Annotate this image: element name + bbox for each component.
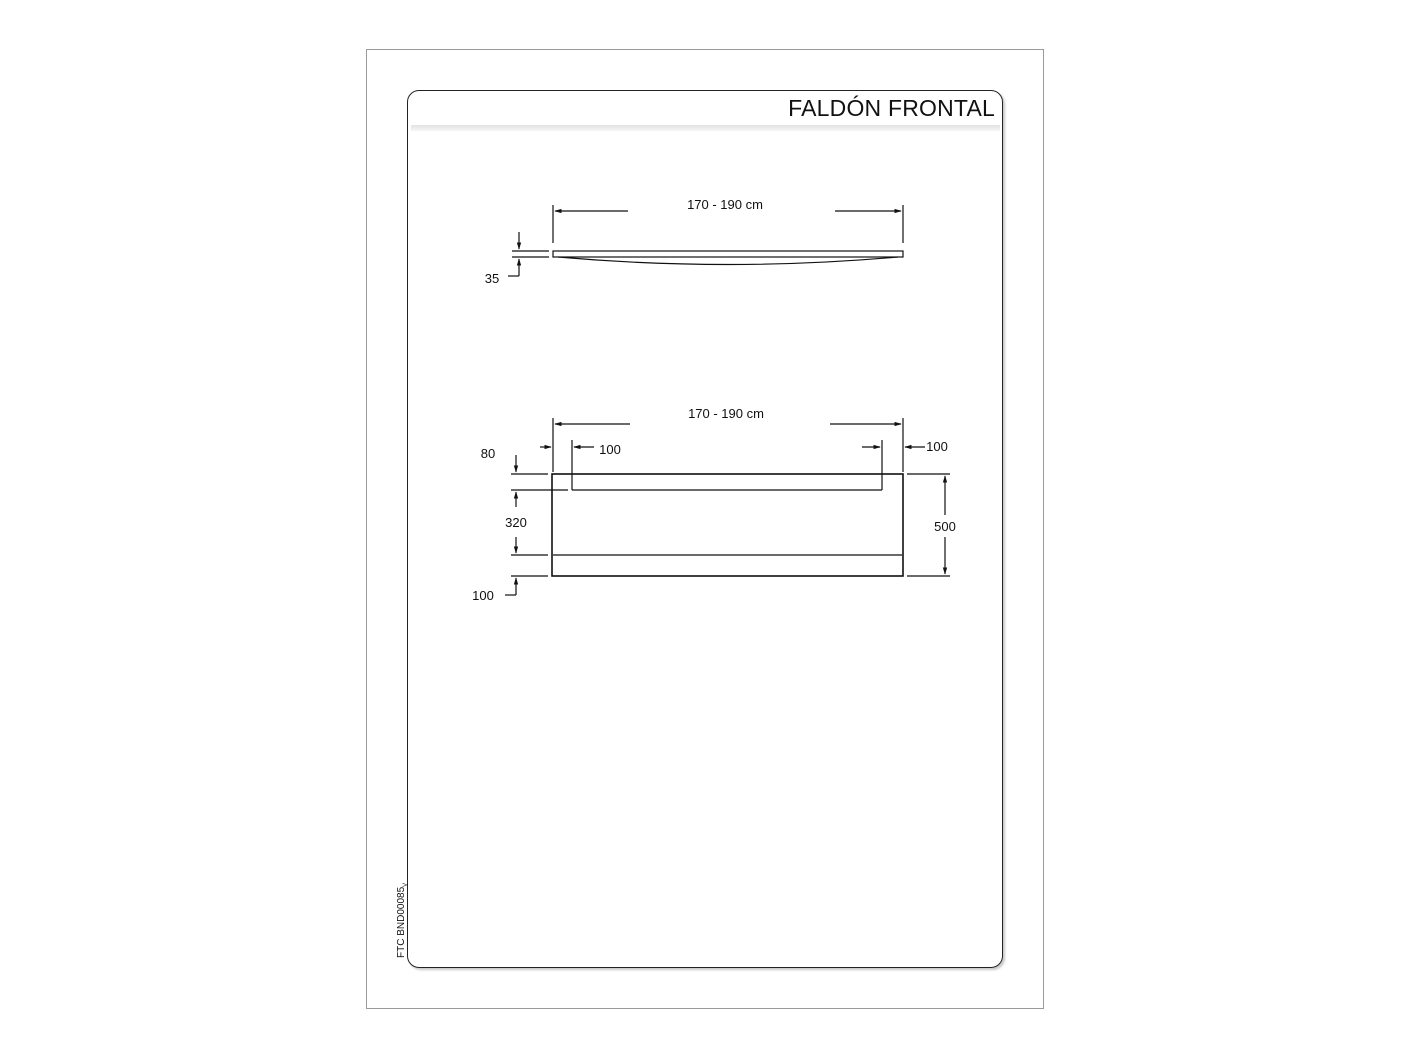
top-band-label: 80 bbox=[480, 446, 496, 461]
drawing-code-suffix: V bbox=[403, 882, 409, 887]
bottom-band-label: 100 bbox=[472, 588, 494, 603]
top-panel-outline bbox=[553, 251, 903, 257]
front-width-label: 170 - 190 cm bbox=[688, 406, 764, 421]
drawing-code bbox=[396, 883, 409, 958]
page-title: FALDÓN FRONTAL bbox=[788, 95, 995, 121]
front-view bbox=[505, 418, 950, 595]
top-panel-curve bbox=[558, 257, 898, 265]
top-thickness-label: 35 bbox=[484, 271, 500, 286]
left-inset-label: 100 bbox=[599, 442, 621, 457]
front-panel-outline bbox=[552, 474, 903, 576]
middle-label: 320 bbox=[505, 515, 527, 530]
top-width-label: 170 - 190 cm bbox=[687, 197, 763, 212]
height-label: 500 bbox=[934, 519, 956, 534]
drawing-code-text: FTC BND00085 bbox=[396, 886, 407, 958]
right-inset-label: 100 bbox=[926, 439, 948, 454]
top-view bbox=[508, 205, 903, 276]
